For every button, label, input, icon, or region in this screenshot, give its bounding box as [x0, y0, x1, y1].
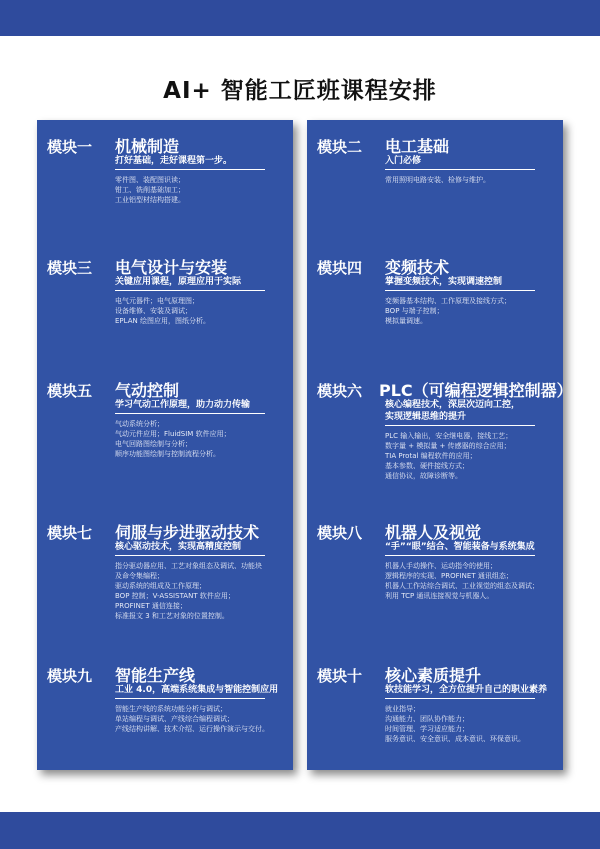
- desc-line: 及命令集编程；: [115, 572, 164, 580]
- module-subtitle: 入门必修: [385, 156, 422, 166]
- module-name: 智能生产线: [115, 666, 196, 685]
- desc-line: 服务意识、安全意识、成本意识、环保意识。: [385, 735, 525, 743]
- desc-line: 就业指导；: [385, 705, 420, 713]
- desc-line: TIA Protal 编程软件的应用；: [385, 452, 477, 460]
- module-number: 模块五: [47, 382, 93, 400]
- module-subtitle: 核心驱动技术，实现高精度控制: [115, 542, 242, 552]
- desc-line: 沟通能力、团队协作能力；: [385, 715, 469, 723]
- module-subtitle: 学习气动工作原理，助力动力传输: [115, 400, 251, 410]
- module-divider: [115, 555, 265, 556]
- module-name: 电工基础: [385, 137, 450, 156]
- module-subtitle: “手”“眼”结合、智能装备与系统集成: [385, 542, 535, 552]
- module-description: [385, 431, 555, 481]
- desc-line: 工业铝型材结构搭建。: [115, 196, 185, 204]
- module-name: 机器人及视觉: [385, 523, 482, 542]
- module-description: [115, 561, 285, 621]
- module-number: 模块八: [317, 524, 363, 542]
- module-subtitle: 工业 4.0，高端系统集成与智能控制应用: [115, 685, 279, 695]
- desc-line: BOP 与端子控制；: [385, 307, 444, 315]
- desc-line: 零件图、装配图识读；: [115, 176, 185, 184]
- module-name: 核心素质提升: [385, 666, 482, 685]
- desc-line: 钳工、铣削基础加工；: [115, 186, 185, 194]
- module-divider: [385, 425, 535, 426]
- desc-line: 驱动系统的组成及工作原理；: [115, 582, 206, 590]
- desc-line: 数字量 + 模拟量 + 传感器的综合应用；: [385, 442, 511, 450]
- module-number: 模块三: [47, 259, 93, 277]
- desc-line: 单站编程与调试、产线综合编程调试；: [115, 715, 234, 723]
- desc-line: 气动系统分析；: [115, 420, 164, 428]
- desc-line: PROFINET 通信连接；: [115, 602, 187, 610]
- module-description: [385, 561, 555, 601]
- desc-line: 基本参数、硬件接线方式；: [385, 462, 469, 470]
- desc-line: 模拟量调速。: [385, 317, 427, 325]
- module-number: 模块一: [47, 138, 93, 156]
- module-description: [385, 704, 555, 744]
- module-name: 电气设计与安装: [115, 258, 228, 277]
- module-subtitle: 掌握变频技术，实现调速控制: [385, 277, 503, 287]
- module-divider: [385, 555, 535, 556]
- module-number: 模块四: [317, 259, 363, 277]
- module-divider: [115, 698, 265, 699]
- module-divider: [115, 413, 265, 414]
- desc-line: 常用照明电路安装、检修与维护。: [385, 176, 490, 184]
- desc-line: 时间管理、学习适应能力；: [385, 725, 469, 733]
- desc-line: 标准报文 3 和工艺对象的位置控制。: [115, 612, 229, 620]
- desc-line: 机器人工作站综合调试、工业视觉的组态及调试；: [385, 582, 539, 590]
- module-subtitle: 关键应用课程，原理应用于实际: [115, 277, 242, 287]
- desc-line: 变频器基本结构、工作原理及接线方式；: [385, 297, 511, 305]
- module-name: 变频技术: [385, 258, 450, 277]
- desc-line: 机器人手动操作、运动指令的使用；: [385, 562, 497, 570]
- desc-line: 指分驱动器应用、工艺对象组态及调试、功能块: [115, 562, 262, 570]
- page-title: AI+ 智能工匠班课程安排: [163, 78, 437, 104]
- module-name: 机械制造: [115, 137, 180, 156]
- module-divider: [115, 290, 265, 291]
- module-description: [385, 175, 555, 185]
- module-number: 模块六: [317, 382, 363, 400]
- desc-line: 顺序功能图绘制与控制流程分析。: [115, 450, 220, 458]
- module-description: [115, 296, 285, 326]
- module-subtitle: 打好基础，走好课程第一步。: [115, 156, 233, 166]
- bottom-banner-bar: [0, 812, 600, 849]
- desc-line: 电气回路图绘制与分析；: [115, 440, 192, 448]
- module-subtitle: 核心编程技术，深层次迈向工控， 实现逻辑思维的提升: [385, 400, 521, 422]
- desc-line: EPLAN 绘图应用，图纸分析。: [115, 317, 210, 325]
- module-name: 气动控制: [115, 381, 180, 400]
- module-divider: [385, 169, 535, 170]
- desc-line: 通信协议，故障诊断等。: [385, 472, 462, 480]
- module-divider: [385, 290, 535, 291]
- module-divider: [115, 169, 265, 170]
- desc-line: 设备维修、安装及调试；: [115, 307, 192, 315]
- desc-line: 逻辑程序的实现、PROFINET 通讯组态；: [385, 572, 513, 580]
- module-description: [115, 175, 285, 205]
- top-banner-bar: [0, 0, 600, 36]
- module-number: 模块十: [317, 667, 363, 685]
- module-name: 伺服与步进驱动技术: [115, 523, 260, 542]
- module-number: 模块七: [47, 524, 93, 542]
- desc-line: 气动元件应用；FluidSIM 软件应用；: [115, 430, 231, 438]
- module-subtitle: 软技能学习，全方位提升自己的职业素养: [385, 685, 548, 695]
- desc-line: BOP 控制；V-ASSISTANT 软件应用；: [115, 592, 235, 600]
- desc-line: 电气元器件；电气原理图；: [115, 297, 199, 305]
- left-column-panel: [37, 120, 293, 770]
- module-description: [115, 419, 285, 459]
- module-number: 模块九: [47, 667, 93, 685]
- desc-line: 智能生产线的系统功能分析与调试；: [115, 705, 227, 713]
- right-column-panel: [307, 120, 573, 770]
- module-description: [385, 296, 555, 326]
- module-name: PLC（可编程逻辑控制器）: [379, 381, 573, 400]
- desc-line: 产线结构讲解、技术介绍、运行操作演示与交付。: [115, 725, 269, 733]
- module-number: 模块二: [317, 138, 363, 156]
- desc-line: 利用 TCP 通讯连接视觉与机器人。: [385, 592, 494, 600]
- module-description: [115, 704, 285, 734]
- desc-line: PLC 输入输出，安全继电器，接线工艺；: [385, 432, 513, 440]
- module-divider: [385, 698, 535, 699]
